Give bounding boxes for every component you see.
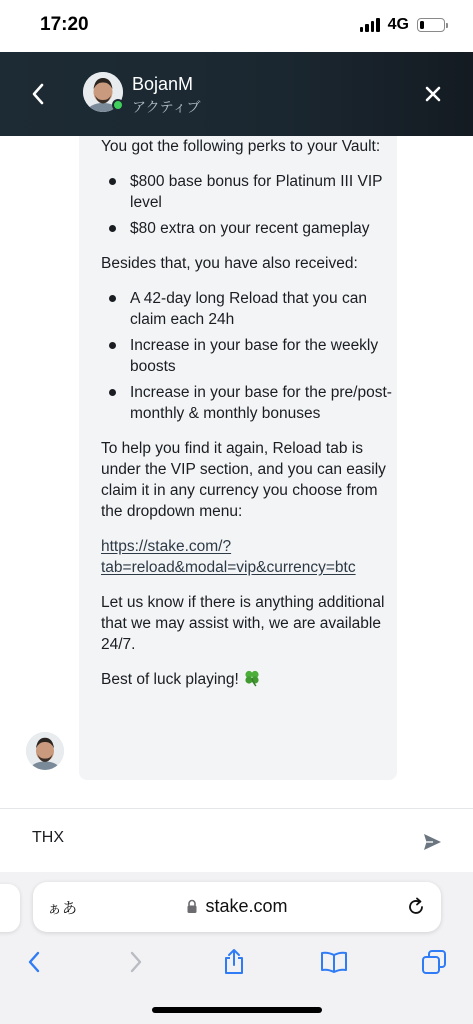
list-item: Increase in your base for the pre/post-monthly & monthly bonuses <box>101 382 397 424</box>
chat-header <box>0 52 473 136</box>
previous-tab-peek[interactable] <box>0 884 20 932</box>
chat-messages[interactable] <box>0 136 473 808</box>
message-besides: Besides that, you have also received: <box>101 255 358 272</box>
message-closing: Best of luck playing! <box>101 671 239 688</box>
tabs-icon <box>421 949 447 975</box>
list-item: $80 extra on your recent gameplay <box>101 218 397 239</box>
status-indicators <box>360 16 445 34</box>
back-icon <box>27 950 41 974</box>
battery-icon <box>417 18 445 32</box>
chevron-left-icon <box>31 83 45 105</box>
agent-message-bubble <box>79 136 397 780</box>
back-button[interactable] <box>24 80 52 108</box>
message-assist: Let us know if there is anything additional that we may assist with, we are available 24/7. <box>101 594 385 653</box>
bookmarks-icon <box>319 950 349 974</box>
bookmarks-button[interactable] <box>318 946 350 978</box>
tabs-button[interactable] <box>418 946 450 978</box>
message-composer <box>0 808 473 872</box>
four-leaf-clover-icon <box>242 669 262 687</box>
message-intro: You got the following perks to your Vault: <box>101 138 381 155</box>
browser-toolbar <box>0 946 473 986</box>
send-button[interactable] <box>421 831 443 853</box>
list-item: $800 base bonus for Platinum III VIP level <box>101 171 397 213</box>
url-display <box>33 896 441 917</box>
forward-icon <box>129 950 143 974</box>
share-button[interactable] <box>218 946 250 978</box>
lock-icon <box>186 899 198 914</box>
network-type: 4G <box>387 16 409 33</box>
text-size-button[interactable]: ぁあ <box>47 900 78 917</box>
message-closing-line <box>101 669 397 690</box>
browser-back-button[interactable] <box>18 946 50 978</box>
message-avatar <box>26 732 64 770</box>
browser-forward-button[interactable] <box>120 946 152 978</box>
list-item: Increase in your base for the weekly boosts <box>101 335 397 377</box>
url-text: stake.com <box>205 896 288 916</box>
avatar-image <box>26 732 64 770</box>
perks-list <box>101 171 397 239</box>
agent-name: BojanM <box>132 74 194 94</box>
battery-level <box>420 21 424 29</box>
status-time: 17:20 <box>40 14 89 35</box>
reload-link[interactable]: https://stake.com/?tab=reload&modal=vip&currency=btc <box>101 538 356 576</box>
close-icon <box>424 85 442 103</box>
agent-status: アクティブ <box>132 99 201 115</box>
message-help: To help you find it again, Reload tab is under the VIP section, and you can easily claim it in any currency you choose from the dropdown menu: <box>101 440 386 520</box>
browser-chrome <box>0 872 473 1024</box>
send-icon <box>421 831 443 853</box>
close-button[interactable] <box>419 80 447 108</box>
reload-button[interactable] <box>405 896 427 918</box>
address-bar[interactable] <box>33 882 441 932</box>
agent-avatar <box>83 72 123 112</box>
cellular-signal-icon <box>360 18 380 32</box>
reload-icon <box>405 896 427 918</box>
status-bar <box>0 0 473 52</box>
home-indicator[interactable] <box>152 1007 322 1013</box>
received-list <box>101 288 397 424</box>
reload-link-paragraph <box>101 536 381 578</box>
online-status-dot <box>112 99 124 111</box>
share-icon <box>222 948 246 976</box>
message-input[interactable]: THX <box>32 829 64 846</box>
list-item: A 42-day long Reload that you can claim each 24h <box>101 288 397 330</box>
